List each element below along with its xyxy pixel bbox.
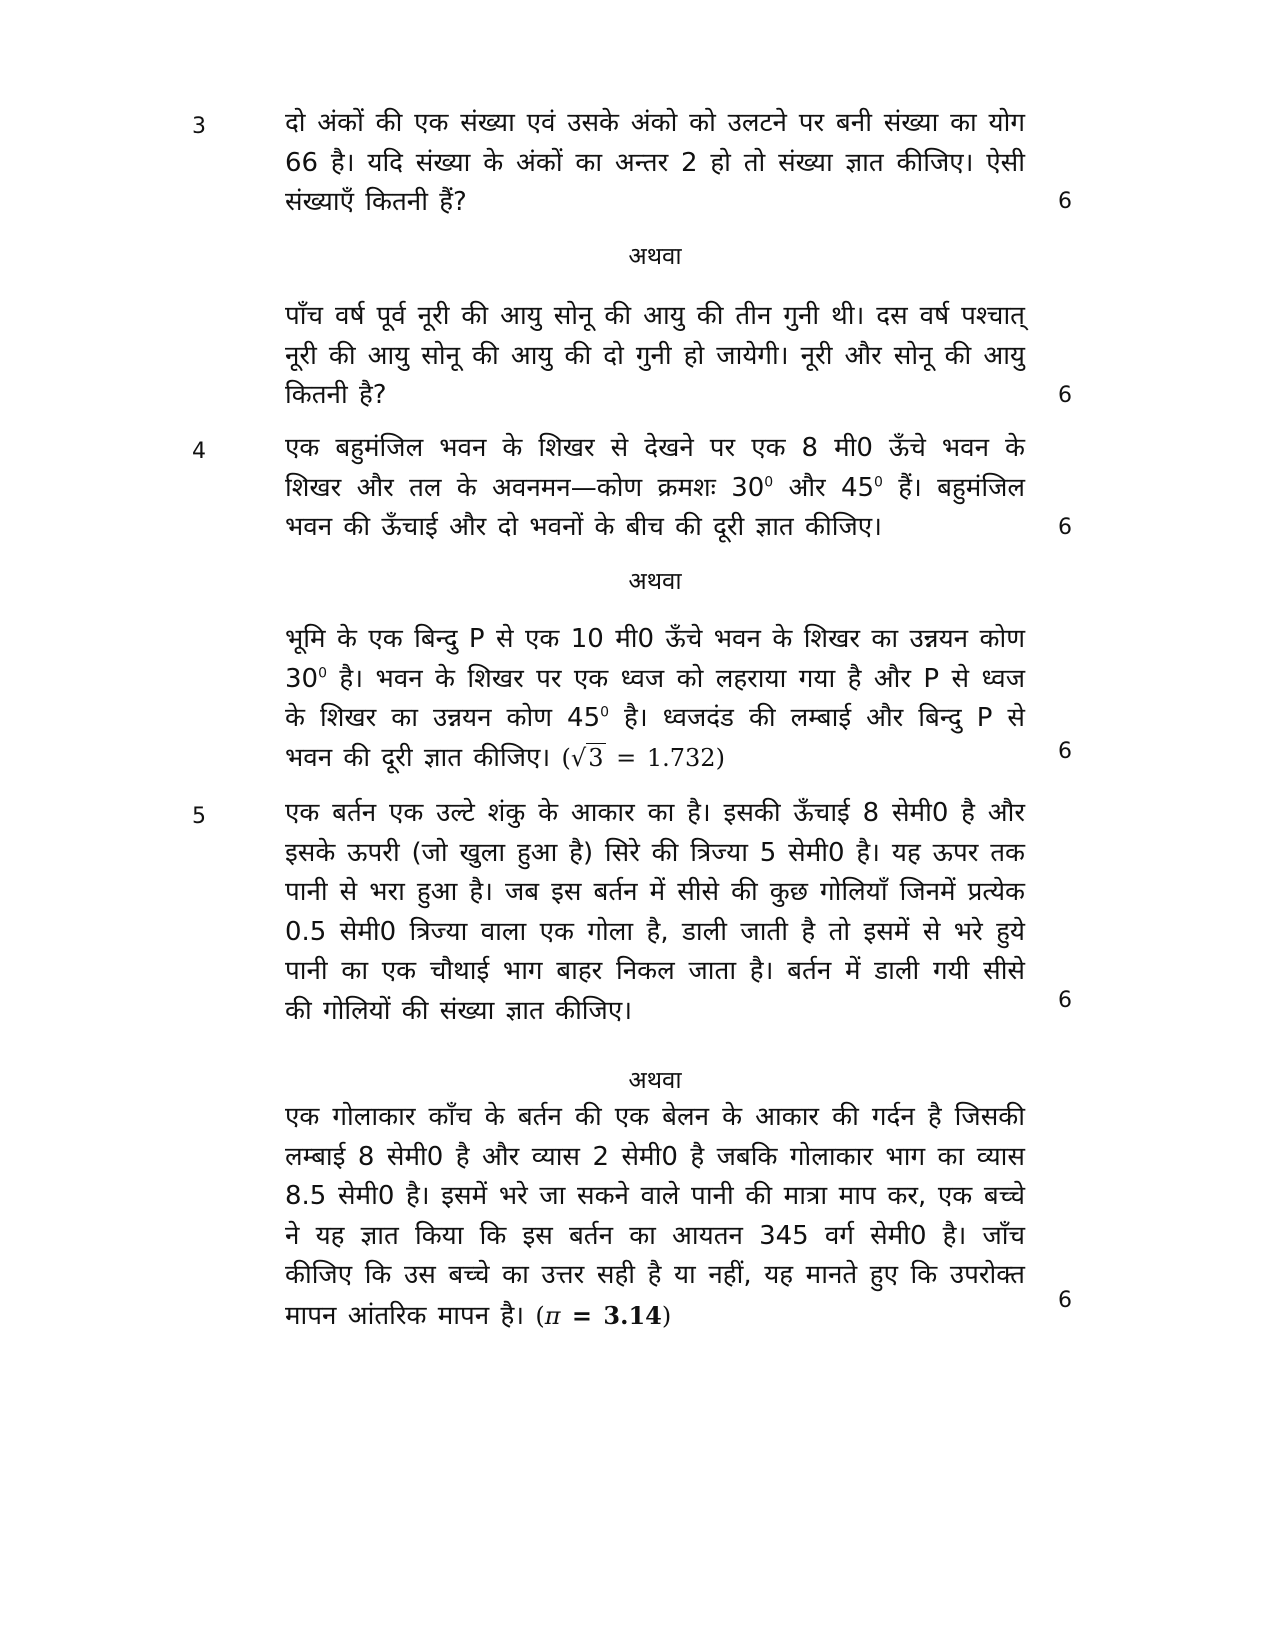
sqrt-radicand: 3 xyxy=(588,743,604,772)
degree-superscript: 0 xyxy=(318,664,328,681)
or-label: अथवा xyxy=(628,1066,682,1094)
question-number: 4 xyxy=(192,439,206,464)
alternate-question-marks: 6 xyxy=(1058,1288,1072,1313)
text-segment: एक गोलाकार काँच के बर्तन की एक बेलन के आकार की गर्दन है जिसकी लम्बाई 8 सेमी0 है और व्यास 2 सेमी0 है जबकि गोलाकार भाग का व्यास 8.5 सेमी0 है। इसमें भरे जा सकने वाले पानी की मात्रा माप कर, एक बच्चे ने यह ज्ञात किया कि इस बर्तन का आयतन 345 वर्ग सेमी0 है। जाँच कीजिए कि उस बच्चे का उत्तर सही है या नहीं, यह मानते हुए कि उपरोक्त मापन आंतरिक मापन है। xyxy=(285,1102,1025,1331)
text-segment: भूमि के एक बिन्दु P से एक 10 मी0 ऊँचे भवन के शिखर का उन्नयन कोण 30 xyxy=(285,624,1025,694)
degree-superscript: 0 xyxy=(874,473,883,490)
text-segment: है। भवन के शिखर पर एक ध्वज को लहराया गया है और P से ध्वज के शिखर का उन्नयन कोण 45 xyxy=(285,663,1025,733)
question-number: 5 xyxy=(192,804,206,829)
alternate-question-marks: 6 xyxy=(1058,739,1072,764)
alternate-question-text xyxy=(285,1098,1025,1336)
question-marks: 6 xyxy=(1058,189,1072,214)
text-segment: हैं। बहुमंजिल भवन की ऊँचाई और दो भवनों के बीच की दूरी ज्ञात कीजिए। xyxy=(285,472,1025,542)
text-segment: है। ध्वजदंड की लम्बाई और बिन्दु P से भवन की दूरी ज्ञात कीजिए। xyxy=(285,703,1025,773)
or-label: अथवा xyxy=(628,567,682,595)
question-text xyxy=(285,429,1025,548)
degree-superscript: 0 xyxy=(600,704,610,721)
or-label: अथवा xyxy=(628,242,682,270)
question-text: एक बर्तन एक उल्टे शंकु के आकार का है। इसकी ऊँचाई 8 सेमी0 है और इसके ऊपरी (जो खुला हुआ है) सिरे की त्रिज्या 5 सेमी0 है। यह ऊपर तक पानी से भरा हुआ है। जब इस बर्तन में सीसे की कुछ गोलियाँ जिनमें प्रत्येक 0.5 सेमी0 त्रिज्या वाला एक गोला है, डाली जाती है तो इसमें से भरे हुये पानी का एक चौथाई भाग बाहर निकल जाता है। बर्तन में डाली गयी सीसे की गोलियों की संख्या ज्ञात कीजिए। xyxy=(285,798,1025,1026)
degree-superscript: 0 xyxy=(764,473,774,490)
text-segment: और 45 xyxy=(773,472,875,503)
alternate-question-text xyxy=(285,620,1025,778)
question-marks: 6 xyxy=(1058,515,1072,540)
question-number: 3 xyxy=(192,114,206,139)
alternate-question-text: पाँच वर्ष पूर्व नूरी की आयु सोनू की आयु की तीन गुनी थी। दस वर्ष पश्चात् नूरी की आयु सोनू की आयु की दो गुनी हो जायेगी। नूरी और सोनू की आयु कितनी है? xyxy=(285,301,1025,410)
pi-symbol: π xyxy=(544,1301,561,1330)
alternate-question-marks: 6 xyxy=(1058,383,1072,408)
pi-formula: (π = 3.14) xyxy=(535,1300,672,1330)
sqrt-sign: √ xyxy=(570,743,587,772)
question-marks: 6 xyxy=(1058,988,1072,1013)
pi-value: 3.14 xyxy=(603,1300,662,1330)
sqrt-formula: (√3 = 1.732) xyxy=(561,743,725,772)
text-segment: एक बहुमंजिल भवन के शिखर से देखने पर एक 8 मी0 ऊँचे भवन के शिखर और तल के अवनमन—कोण क्रमशः 30 xyxy=(285,433,1025,503)
question-text: दो अंकों की एक संख्या एवं उसके अंको को उलटने पर बनी संख्या का योग 66 है। यदि संख्या के अंकों का अन्तर 2 हो तो संख्या ज्ञात कीजिए। ऐसी संख्याएँ कितनी हैं? xyxy=(285,108,1025,217)
